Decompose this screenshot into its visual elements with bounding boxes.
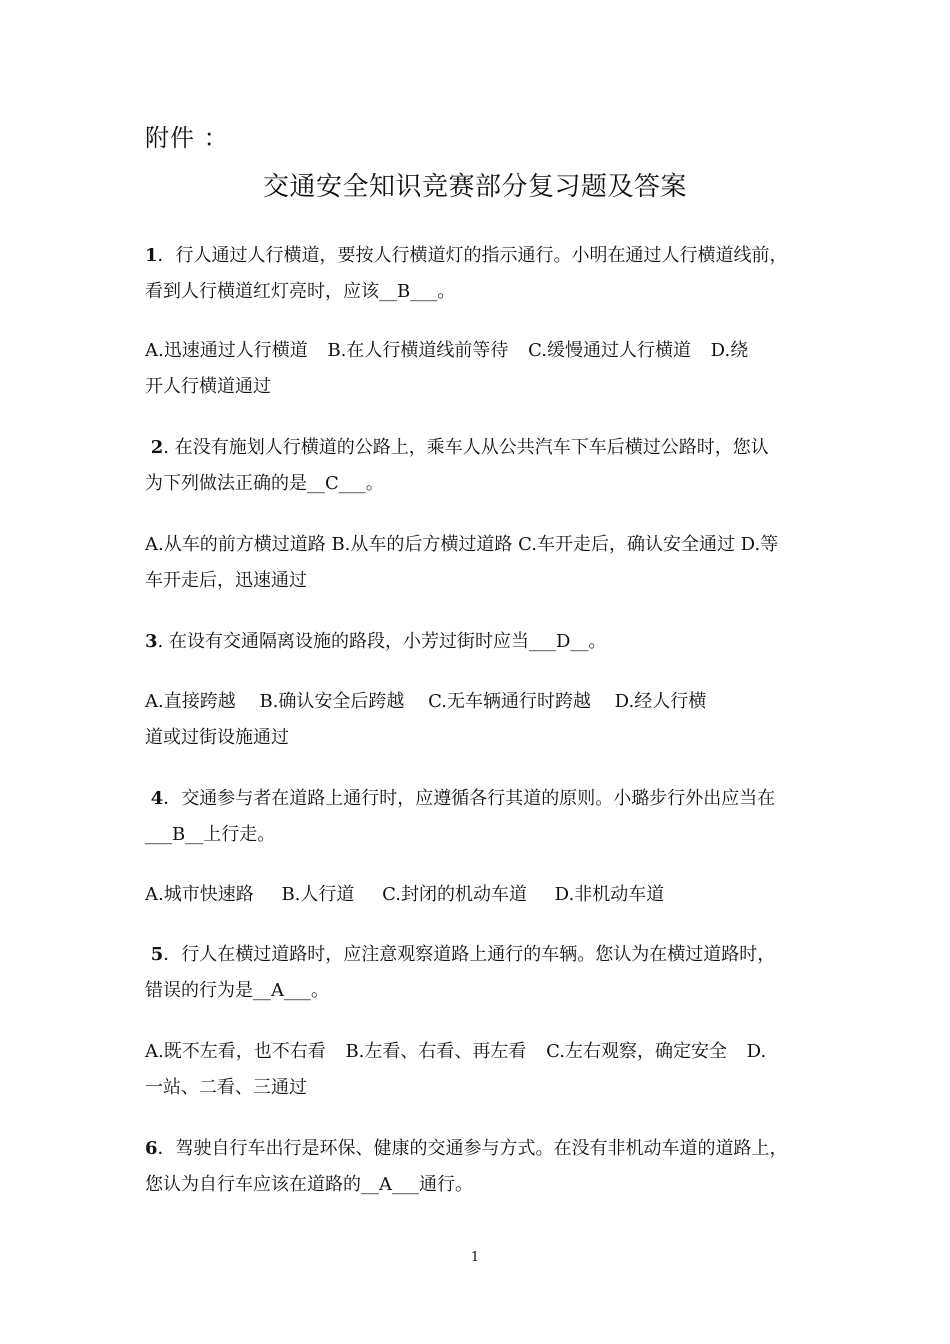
options-line: A.城市快速路 B.人行道 C.封闭的机动车道 D.非机动车道 — [145, 884, 665, 905]
question-text — [145, 430, 817, 466]
question-6 — [145, 1131, 817, 1203]
options-2 — [145, 527, 817, 599]
question-line: . 在没有施划人行横道的公路上，乘车人从公共汽车下车后横过公路时，您认 — [163, 437, 769, 458]
question-text — [145, 238, 817, 274]
question-number: 2 — [150, 437, 164, 458]
options-line: 开人行横道通过 — [145, 376, 271, 397]
options-line: A.既不左看，也不右看 B.左看、右看、再左看 C.左右观察，确定安全 D. — [145, 1041, 767, 1062]
options-1 — [145, 333, 817, 405]
options-3 — [145, 684, 817, 756]
options-line: 车开走后，迅速通过 — [145, 570, 307, 591]
question-text — [145, 624, 817, 660]
question-number: 4 — [150, 788, 164, 809]
options-5 — [145, 1034, 817, 1106]
question-number: 5 — [150, 944, 164, 965]
page-number: 1 — [470, 1250, 480, 1265]
question-5 — [145, 937, 817, 1009]
question-line: 您认为自行车应该在道路的__A___通行。 — [145, 1174, 473, 1195]
options-4 — [145, 877, 817, 913]
question-line: 为下列做法正确的是__C___。 — [145, 473, 384, 494]
question-line: . 在设有交通隔离设施的路段，小芳过街时应当___D__。 — [157, 631, 607, 652]
attachment-label: 附件 ： — [145, 124, 229, 152]
question-2 — [145, 430, 817, 502]
question-1 — [145, 238, 817, 310]
question-number: 3 — [145, 631, 158, 652]
question-text — [145, 937, 817, 973]
question-line: ．行人通过人行横道，要按人行横道灯的指示通行。小明在通过人行横道线前， — [157, 245, 788, 266]
question-4 — [145, 781, 817, 853]
question-number: 1 — [145, 245, 158, 266]
question-3 — [145, 624, 817, 660]
question-line: ___B__上行走。 — [145, 824, 276, 845]
question-line: 错误的行为是__A___。 — [145, 980, 329, 1001]
question-number: 6 — [145, 1138, 158, 1159]
document-title: 交通安全知识竞赛部分复习题及答案 — [262, 172, 687, 202]
options-line: A.从车的前方横过道路 B.从车的后方横过道路 C.车开走后，确认安全通过 D.等 — [145, 534, 779, 555]
options-line: 道或过街设施通过 — [145, 727, 289, 748]
question-line: 看到人行横道红灯亮时，应该__B___。 — [145, 281, 456, 302]
question-line: ．交通参与者在道路上通行时，应遵循各行其道的原则。小璐步行外出应当在 — [163, 788, 776, 809]
options-line: A.直接跨越 B.确认安全后跨越 C.无车辆通行时跨越 D.经人行横 — [145, 691, 707, 712]
question-text — [145, 1131, 817, 1167]
question-line: ．驾驶自行车出行是环保、健康的交通参与方式。在没有非机动车道的道路上， — [157, 1138, 788, 1159]
question-line: ．行人在横过道路时，应注意观察道路上通行的车辆。您认为在横过道路时， — [163, 944, 776, 965]
options-line: A.迅速通过人行横道 B.在人行横道线前等待 C.缓慢通过人行横道 D.绕 — [145, 340, 749, 361]
options-line: 一站、二看、三通过 — [145, 1077, 307, 1098]
question-text — [145, 781, 817, 817]
